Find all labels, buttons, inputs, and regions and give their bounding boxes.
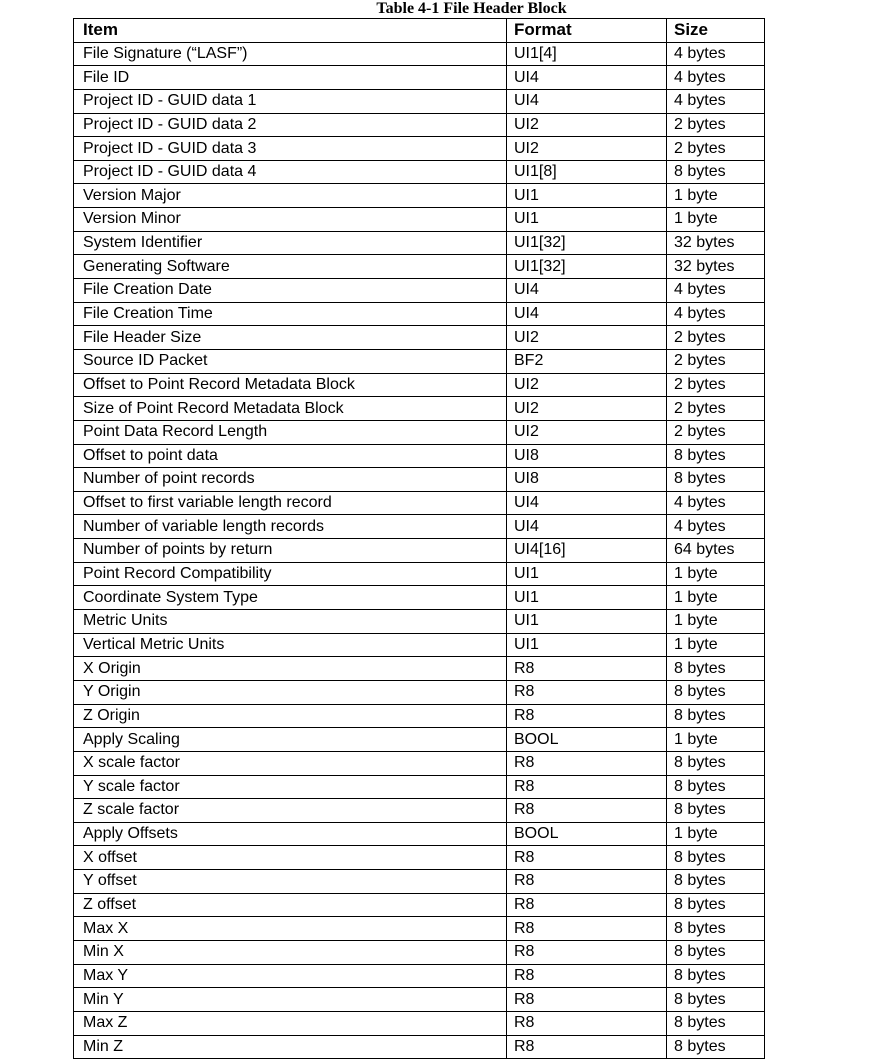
cell-size: 4 bytes [667,66,765,90]
cell-format: UI2 [507,137,667,161]
cell-format: R8 [507,799,667,823]
cell-size: 2 bytes [667,113,765,137]
cell-format: BOOL [507,822,667,846]
cell-format: UI1[8] [507,160,667,184]
table-row [74,562,765,586]
table-row [74,633,765,657]
cell-format: R8 [507,1011,667,1035]
cell-format: R8 [507,893,667,917]
table-row [74,231,765,255]
cell-format: R8 [507,964,667,988]
cell-size: 1 byte [667,822,765,846]
table-row [74,1035,765,1059]
cell-format: UI1 [507,586,667,610]
cell-item: System Identifier [74,231,507,255]
cell-size: 8 bytes [667,1011,765,1035]
cell-size: 8 bytes [667,657,765,681]
cell-size: 8 bytes [667,893,765,917]
cell-item: Y offset [74,870,507,894]
table-row [74,420,765,444]
table-row [74,208,765,232]
cell-item: File Header Size [74,326,507,350]
table-row [74,775,765,799]
cell-item: Z Origin [74,704,507,728]
cell-item: Min Y [74,988,507,1012]
cell-format: UI4[16] [507,539,667,563]
cell-size: 8 bytes [667,444,765,468]
cell-size: 32 bytes [667,231,765,255]
cell-format: UI1 [507,633,667,657]
cell-size: 8 bytes [667,917,765,941]
column-header-format: Format [507,19,667,43]
table-row [74,586,765,610]
cell-item: Point Data Record Length [74,420,507,444]
cell-item: Min X [74,940,507,964]
column-header-item: Item [74,19,507,43]
cell-item: Number of variable length records [74,515,507,539]
cell-item: Max X [74,917,507,941]
cell-format: UI4 [507,66,667,90]
table-row [74,515,765,539]
cell-item: Max Z [74,1011,507,1035]
cell-size: 1 byte [667,184,765,208]
cell-item: X offset [74,846,507,870]
cell-size: 2 bytes [667,137,765,161]
cell-size: 8 bytes [667,680,765,704]
cell-format: R8 [507,751,667,775]
table-row [74,66,765,90]
cell-size: 1 byte [667,562,765,586]
table-body [74,42,765,1059]
table-row [74,610,765,634]
cell-size: 8 bytes [667,870,765,894]
cell-item: Apply Offsets [74,822,507,846]
table-caption: Table 4-1 File Header Block [376,0,567,17]
cell-item: Y scale factor [74,775,507,799]
table-row [74,917,765,941]
cell-item: File Creation Date [74,279,507,303]
cell-item: Number of point records [74,468,507,492]
cell-format: UI8 [507,468,667,492]
cell-format: UI4 [507,89,667,113]
cell-size: 8 bytes [667,799,765,823]
cell-size: 4 bytes [667,279,765,303]
cell-format: R8 [507,988,667,1012]
cell-format: UI4 [507,279,667,303]
cell-item: Coordinate System Type [74,586,507,610]
cell-item: X Origin [74,657,507,681]
table-row [74,468,765,492]
cell-size: 32 bytes [667,255,765,279]
table-row [74,89,765,113]
cell-size: 8 bytes [667,964,765,988]
table-row [74,326,765,350]
cell-format: UI1 [507,610,667,634]
cell-format: UI2 [507,420,667,444]
cell-size: 1 byte [667,586,765,610]
table-row [74,704,765,728]
cell-item: Offset to Point Record Metadata Block [74,373,507,397]
file-header-table [73,18,765,1059]
cell-item: Max Y [74,964,507,988]
cell-format: UI4 [507,515,667,539]
table-header [74,19,765,43]
table-row [74,870,765,894]
cell-format: UI1[32] [507,231,667,255]
cell-size: 2 bytes [667,326,765,350]
table-row [74,799,765,823]
cell-item: Size of Point Record Metadata Block [74,397,507,421]
cell-format: UI2 [507,373,667,397]
cell-item: Point Record Compatibility [74,562,507,586]
table-row [74,444,765,468]
cell-format: UI8 [507,444,667,468]
cell-size: 8 bytes [667,940,765,964]
cell-format: UI4 [507,491,667,515]
cell-format: R8 [507,1035,667,1059]
cell-size: 1 byte [667,728,765,752]
table-row [74,822,765,846]
table-row [74,846,765,870]
table-row [74,302,765,326]
table-row [74,964,765,988]
table-row [74,751,765,775]
table-row [74,184,765,208]
table-row [74,940,765,964]
cell-item: Project ID - GUID data 4 [74,160,507,184]
cell-size: 1 byte [667,633,765,657]
cell-format: UI1[4] [507,42,667,66]
cell-size: 8 bytes [667,468,765,492]
cell-size: 8 bytes [667,704,765,728]
table-row [74,279,765,303]
header-row [74,19,765,43]
cell-format: UI1 [507,184,667,208]
cell-item: Project ID - GUID data 2 [74,113,507,137]
cell-format: UI1 [507,562,667,586]
cell-format: R8 [507,870,667,894]
cell-size: 2 bytes [667,349,765,373]
table-row [74,373,765,397]
cell-size: 8 bytes [667,988,765,1012]
cell-item: Number of points by return [74,539,507,563]
cell-format: UI1 [507,208,667,232]
cell-size: 1 byte [667,208,765,232]
table-row [74,397,765,421]
cell-format: UI2 [507,326,667,350]
table-row [74,539,765,563]
cell-item: Generating Software [74,255,507,279]
table-row [74,893,765,917]
cell-format: UI2 [507,113,667,137]
cell-size: 1 byte [667,610,765,634]
cell-format: BF2 [507,349,667,373]
cell-size: 4 bytes [667,302,765,326]
cell-format: R8 [507,680,667,704]
table-row [74,42,765,66]
table-row [74,160,765,184]
cell-format: R8 [507,940,667,964]
cell-item: File Creation Time [74,302,507,326]
cell-size: 64 bytes [667,539,765,563]
table-row [74,113,765,137]
cell-format: R8 [507,775,667,799]
cell-size: 8 bytes [667,160,765,184]
cell-item: Min Z [74,1035,507,1059]
cell-item: Offset to point data [74,444,507,468]
table-row [74,137,765,161]
cell-size: 8 bytes [667,846,765,870]
cell-size: 2 bytes [667,397,765,421]
cell-item: Metric Units [74,610,507,634]
cell-item: Vertical Metric Units [74,633,507,657]
table-row [74,491,765,515]
table-row [74,1011,765,1035]
cell-format: R8 [507,657,667,681]
table-row [74,988,765,1012]
cell-item: Offset to first variable length record [74,491,507,515]
cell-size: 4 bytes [667,89,765,113]
cell-item: File ID [74,66,507,90]
cell-format: R8 [507,846,667,870]
table-row [74,657,765,681]
table-row [74,255,765,279]
cell-format: R8 [507,704,667,728]
cell-size: 8 bytes [667,775,765,799]
cell-size: 4 bytes [667,515,765,539]
cell-item: X scale factor [74,751,507,775]
cell-format: UI4 [507,302,667,326]
cell-size: 8 bytes [667,1035,765,1059]
cell-size: 4 bytes [667,491,765,515]
cell-item: Z scale factor [74,799,507,823]
cell-item: File Signature (“LASF”) [74,42,507,66]
column-header-size: Size [667,19,765,43]
cell-size: 4 bytes [667,42,765,66]
table-row [74,349,765,373]
cell-format: BOOL [507,728,667,752]
cell-size: 2 bytes [667,420,765,444]
cell-item: Z offset [74,893,507,917]
cell-size: 8 bytes [667,751,765,775]
cell-item: Version Minor [74,208,507,232]
cell-size: 2 bytes [667,373,765,397]
cell-item: Apply Scaling [74,728,507,752]
cell-format: R8 [507,917,667,941]
table-row [74,680,765,704]
cell-item: Project ID - GUID data 3 [74,137,507,161]
cell-item: Version Major [74,184,507,208]
cell-item: Y Origin [74,680,507,704]
cell-format: UI2 [507,397,667,421]
table-row [74,728,765,752]
cell-format: UI1[32] [507,255,667,279]
cell-item: Source ID Packet [74,349,507,373]
cell-item: Project ID - GUID data 1 [74,89,507,113]
